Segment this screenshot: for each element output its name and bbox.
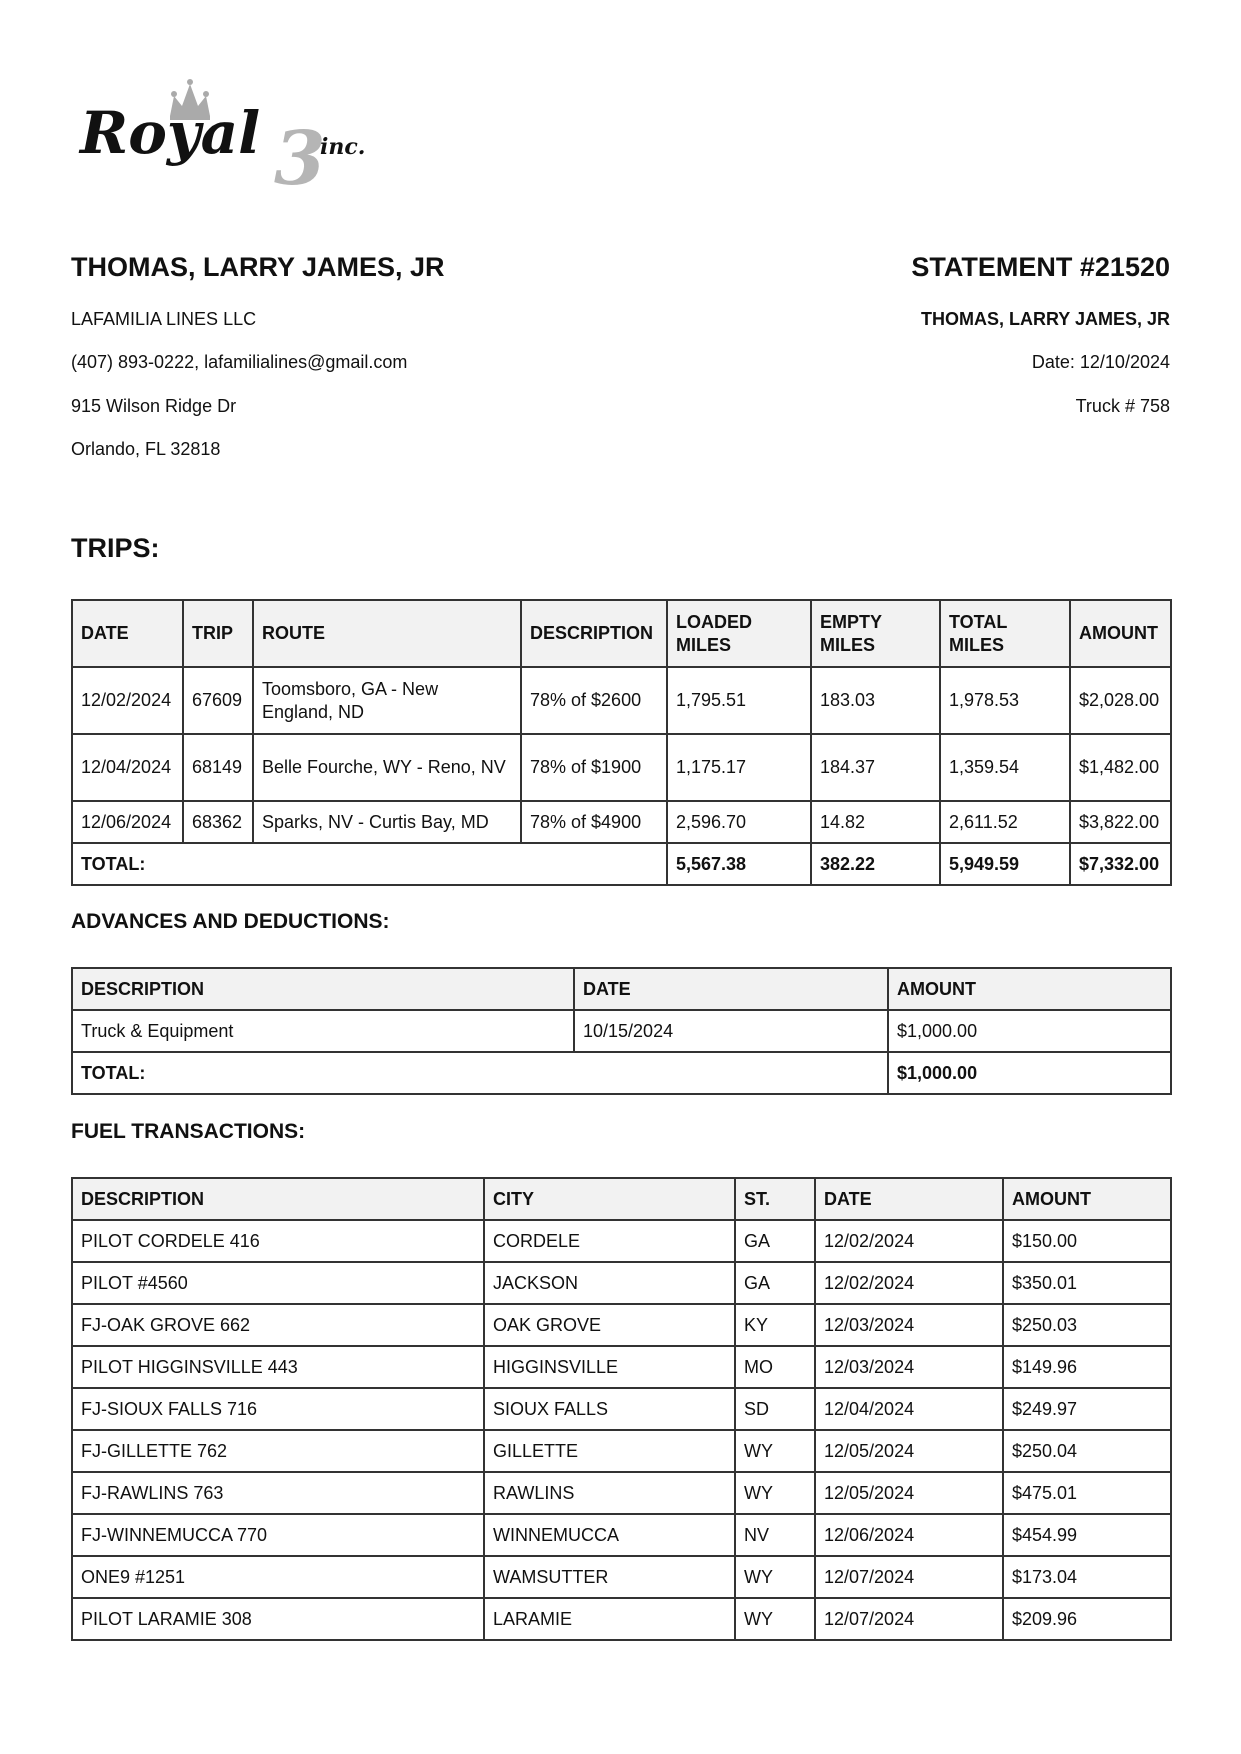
cell-amount: $150.00 [1003,1220,1171,1262]
cell-total-miles: 2,611.52 [940,801,1070,843]
cell-date: 10/15/2024 [574,1010,888,1052]
cell-amount: $475.01 [1003,1472,1171,1514]
table-row [72,1556,1171,1598]
table-row [72,801,1171,843]
cell-date: 12/04/2024 [815,1388,1003,1430]
fuel-heading: FUEL TRANSACTIONS: [71,1120,306,1143]
cell-date: 12/02/2024 [815,1262,1003,1304]
cell-empty-miles: 14.82 [811,801,940,843]
col-header-trip: TRIP [183,600,253,667]
cell-trip: 68362 [183,801,253,843]
cell-amount: $250.03 [1003,1304,1171,1346]
col-header-date: DATE [72,600,183,667]
statement-date: Date: 12/10/2024 [1031,352,1170,372]
cell-city: OAK GROVE [484,1304,735,1346]
cell-amount: $3,822.00 [1070,801,1171,843]
cell-description: 78% of $1900 [521,734,667,801]
col-header-state: ST. [735,1178,815,1220]
cell-date: 12/02/2024 [815,1220,1003,1262]
cell-state: GA [735,1220,815,1262]
col-header-loaded-miles: LOADED MILES [667,600,811,667]
cell-trip: 68149 [183,734,253,801]
cell-date: 12/03/2024 [815,1346,1003,1388]
table-row [72,1346,1171,1388]
fuel-table [71,1177,1172,1641]
cell-description: FJ-OAK GROVE 662 [72,1304,484,1346]
cell-total-miles: 1,978.53 [940,667,1070,734]
cell-date: 12/05/2024 [815,1430,1003,1472]
driver-info [71,250,631,459]
trips-table [71,599,1172,886]
advances-table [71,967,1172,1095]
logo-suffix: inc. [320,134,366,160]
cell-city: HIGGINSVILLE [484,1346,735,1388]
cell-city: LARAMIE [484,1598,735,1640]
cell-route: Sparks, NV - Curtis Bay, MD [253,801,521,843]
total-row [72,1052,1171,1094]
cell-city: SIOUX FALLS [484,1388,735,1430]
logo-numeral: 3 [274,116,326,190]
cell-description: FJ-WINNEMUCCA 770 [72,1514,484,1556]
cell-date: 12/04/2024 [72,734,183,801]
cell-loaded-miles: 1,795.51 [667,667,811,734]
company-name: LAFAMILIA LINES LLC [71,309,257,329]
cell-city: WINNEMUCCA [484,1514,735,1556]
cell-state: KY [735,1304,815,1346]
col-header-date: DATE [815,1178,1003,1220]
cell-loaded-miles: 1,175.17 [667,734,811,801]
address-line-2: Orlando, FL 32818 [71,439,221,459]
col-header-description: DESCRIPTION [72,1178,484,1220]
cell-date: 12/06/2024 [815,1514,1003,1556]
table-row [72,734,1171,801]
cell-state: WY [735,1472,815,1514]
cell-amount: $454.99 [1003,1514,1171,1556]
col-header-empty-miles: EMPTY MILES [811,600,940,667]
cell-description: 78% of $2600 [521,667,667,734]
cell-state: SD [735,1388,815,1430]
statement-title: STATEMENT #21520 [911,252,1170,282]
cell-description: 78% of $4900 [521,801,667,843]
table-row [72,1220,1171,1262]
cell-date: 12/07/2024 [815,1556,1003,1598]
cell-loaded-miles: 2,596.70 [667,801,811,843]
table-row [72,1262,1171,1304]
cell-amount: $209.96 [1003,1598,1171,1640]
cell-route: Belle Fourche, WY - Reno, NV [253,734,521,801]
cell-empty-miles: 183.03 [811,667,940,734]
cell-city: GILLETTE [484,1430,735,1472]
table-row [72,1598,1171,1640]
cell-date: 12/07/2024 [815,1598,1003,1640]
cell-description: Truck & Equipment [72,1010,574,1052]
cell-description: PILOT LARAMIE 308 [72,1598,484,1640]
table-row [72,1514,1171,1556]
cell-city: CORDELE [484,1220,735,1262]
cell-trip: 67609 [183,667,253,734]
contact-info: (407) 893-0222, lafamilialines@gmail.com [71,352,408,372]
total-label: TOTAL: [72,843,667,885]
table-row [72,1388,1171,1430]
royal3-logo-graphic [78,78,378,190]
col-header-amount: AMOUNT [1070,600,1171,667]
table-header-row [72,600,1171,667]
cell-amount: $1,000.00 [888,1010,1171,1052]
cell-description: FJ-RAWLINS 763 [72,1472,484,1514]
cell-amount: $173.04 [1003,1556,1171,1598]
total-amount: $7,332.00 [1070,843,1171,885]
cell-state: WY [735,1430,815,1472]
truck-number: Truck # 758 [1075,396,1170,416]
cell-amount: $350.01 [1003,1262,1171,1304]
cell-state: WY [735,1556,815,1598]
table-row [72,1010,1171,1052]
cell-description: ONE9 #1251 [72,1556,484,1598]
table-row [72,667,1171,734]
total-amount: $1,000.00 [888,1052,1171,1094]
cell-state: GA [735,1262,815,1304]
cell-amount: $249.97 [1003,1388,1171,1430]
cell-description: FJ-SIOUX FALLS 716 [72,1388,484,1430]
address-line-1: 915 Wilson Ridge Dr [71,396,237,416]
table-row [72,1472,1171,1514]
total-miles: 5,949.59 [940,843,1070,885]
cell-description: PILOT #4560 [72,1262,484,1304]
advances-heading: ADVANCES AND DEDUCTIONS: [71,910,390,933]
total-label: TOTAL: [72,1052,888,1094]
total-empty-miles: 382.22 [811,843,940,885]
statement-info [610,250,1170,416]
cell-state: WY [735,1598,815,1640]
table-header-row [72,968,1171,1010]
cell-description: PILOT CORDELE 416 [72,1220,484,1262]
cell-amount: $149.96 [1003,1346,1171,1388]
logo-wordmark: Royal [80,99,261,167]
col-header-amount: AMOUNT [1003,1178,1171,1220]
total-loaded-miles: 5,567.38 [667,843,811,885]
cell-amount: $1,482.00 [1070,734,1171,801]
cell-description: PILOT HIGGINSVILLE 443 [72,1346,484,1388]
col-header-route: ROUTE [253,600,521,667]
table-row [72,1304,1171,1346]
col-header-amount: AMOUNT [888,968,1171,1010]
company-logo [78,78,378,190]
col-header-total-miles: TOTAL MILES [940,600,1070,667]
cell-city: RAWLINS [484,1472,735,1514]
cell-empty-miles: 184.37 [811,734,940,801]
cell-city: WAMSUTTER [484,1556,735,1598]
cell-state: MO [735,1346,815,1388]
table-header-row [72,1178,1171,1220]
col-header-city: CITY [484,1178,735,1220]
col-header-description: DESCRIPTION [521,600,667,667]
statement-driver-name: THOMAS, LARRY JAMES, JR [920,309,1170,329]
cell-description: FJ-GILLETTE 762 [72,1430,484,1472]
col-header-description: DESCRIPTION [72,968,574,1010]
trips-heading: TRIPS: [71,533,160,563]
cell-date: 12/03/2024 [815,1304,1003,1346]
cell-date: 12/02/2024 [72,667,183,734]
cell-amount: $2,028.00 [1070,667,1171,734]
cell-date: 12/05/2024 [815,1472,1003,1514]
cell-total-miles: 1,359.54 [940,734,1070,801]
col-header-date: DATE [574,968,888,1010]
cell-city: JACKSON [484,1262,735,1304]
cell-state: NV [735,1514,815,1556]
cell-amount: $250.04 [1003,1430,1171,1472]
total-row [72,843,1171,885]
cell-date: 12/06/2024 [72,801,183,843]
driver-name: THOMAS, LARRY JAMES, JR [71,252,445,282]
table-row [72,1430,1171,1472]
cell-route: Toomsboro, GA - New England, ND [253,667,521,734]
